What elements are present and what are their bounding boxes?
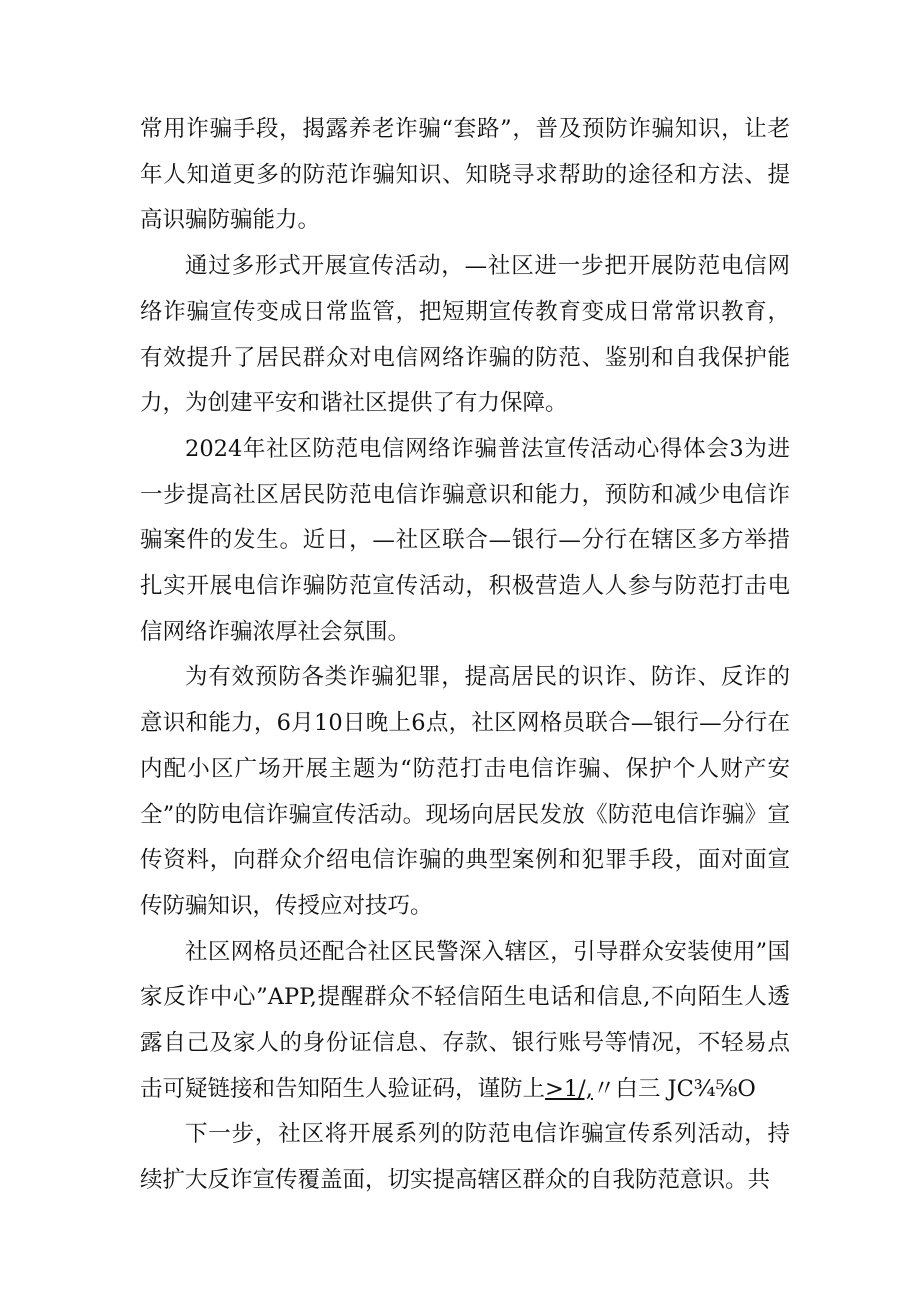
- paragraph-6: 下一步，社区将开展系列的防范电信诈骗宣传系列活动，持续扩大反诈宣传覆盖面，切实提高辖区群众的自我防范意识。共: [140, 1121, 790, 1194]
- paragraph-5-text: 社区网格员还配合社区民警深入辖区，引导群众安装使用”国家反诈中心”APP,提醒群众不轻信陌生电话和信息,不向陌生人透露自己及家人的身份证信息、存款、银行账号等情况，不轻易点击可疑链接和告知陌生人验证码，谨防上: [140, 938, 790, 1102]
- document-body: [140, 107, 790, 1204]
- paragraph-3: 2024年社区防范电信网络诈骗普法宣传活动心得体会3为进一步提高社区居民防范电信诈骗意识和能力，预防和减少电信诈骗案件的发生。近日，—社区联合—银行—分行在辖区多方举措扎实开展电信诈骗防范宣传活动，积极营造人人参与防范打击电信网络诈骗浓厚社会氛围。: [140, 435, 790, 645]
- underlined-text: >1/,: [545, 1075, 593, 1102]
- paragraph-2: 通过多形式开展宣传活动，—社区进一步把开展防范电信网络诈骗宣传变成日常监管，把短期宣传教育变成日常常识教育，有效提升了居民群众对电信网络诈骗的防范、鉴别和自我保护能力，为创建平安和谐社区提供了有力保障。: [140, 253, 790, 417]
- paragraph-5: [140, 930, 790, 1113]
- paragraph-1: 常用诈骗手段，揭露养老诈骗“套路”，普及预防诈骗知识，让老年人知道更多的防范诈骗知识、知晓寻求帮助的途径和方法、提高识骗防骗能力。: [140, 116, 790, 234]
- paragraph-4: 为有效预防各类诈骗犯罪，提高居民的识诈、防诈、反诈的意识和能力，6月10日晚上6点，社区网格员联合—银行—分行在内配小区广场开展主题为“防范打击电信诈骗、保护个人财产安全”的防电信诈骗宣传活动。现场向居民发放《防范电信诈骗》宣传资料，向群众介绍电信诈骗的典型案例和犯罪手段，面对面宣传防骗知识，传授应对技巧。: [140, 664, 790, 919]
- garbled-text: 〃白三 JC¾⅝O: [592, 1075, 756, 1102]
